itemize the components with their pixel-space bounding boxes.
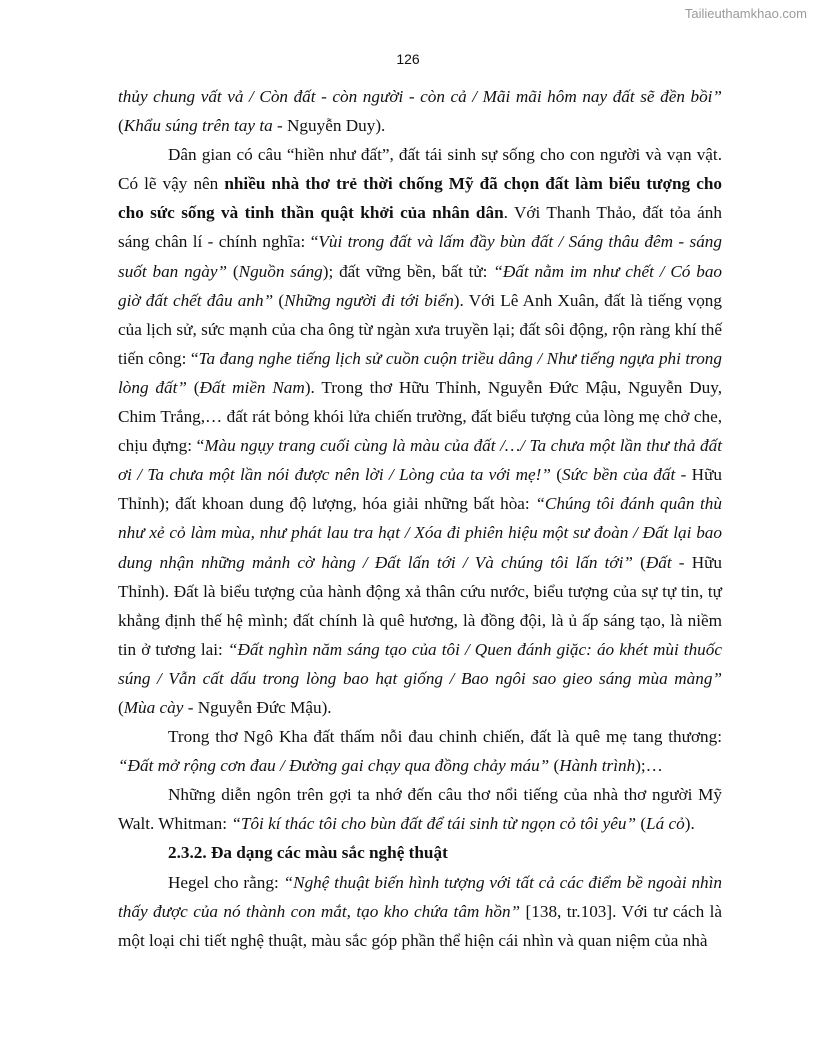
- work-title: Đất: [645, 552, 672, 572]
- poem-quote: “Đất nghìn năm sáng tạo của tôi / Quen đánh giặc: áo khét mùi thuốc súng / Vẫn cất dấu trong lòng bao hạt giống / Bao ngôi sao gieo sáng mùa màng”: [118, 639, 722, 688]
- text-run: (: [118, 697, 124, 717]
- text-run: (: [632, 552, 646, 572]
- text-run: - Hữu Thỉnh); đất khoan dung độ lượng, hóa giải những bất hòa:: [118, 465, 722, 514]
- section-heading: 2.3.2. Đa dạng các màu sắc nghệ thuật: [168, 843, 448, 863]
- text-run: Hegel cho rằng:: [168, 872, 284, 892]
- poem-quote: “Đất mở rộng cơn đau / Đường gai chạy qua đồng chảy máu”: [118, 756, 550, 776]
- text-run: Dân gian có câu “hiền như đất”, đất tái sinh sự sống cho con người và vạn vật. Có lẽ vậy nên: [118, 145, 722, 194]
- work-title: Đất miền Nam: [199, 377, 305, 397]
- quote: “Nghệ thuật biến hình tượng với tất cả các điểm bề ngoài nhìn thấy được của nó thành con mắt, tạo kho chứa tâm hồn”: [118, 872, 722, 921]
- text-run: - Nguyễn Đức Mậu).: [183, 697, 332, 717]
- text-run: (: [549, 756, 560, 776]
- poem-quote: Ta đang nghe tiếng lịch sử cuồn cuộn triều dâng / Như tiếng ngựa phi trong lòng đất”: [118, 348, 722, 397]
- text-run: [138, tr.103]. Với tư cách là một loại chi tiết nghệ thuật, màu sắc góp phần thể hiện cái nhìn và quan niệm của nhà: [118, 901, 723, 950]
- emphasis-bold: nhiều nhà thơ trẻ thời chống Mỹ đã chọn đất làm biểu tượng cho cho sức sống và tinh thần quật khởi của nhân dân: [118, 174, 722, 223]
- poem-quote: Vùi trong đất và lấm đầy bùn đất / Sáng thâu đêm - sáng suốt ban ngày”: [118, 232, 722, 281]
- poem-quote: “Tôi kí thác tôi cho bùn đất để tái sinh từ ngọn cỏ tôi yêu”: [231, 814, 637, 834]
- text-run: Những diễn ngôn trên gợi ta nhớ đến câu thơ nổi tiếng của nhà thơ người Mỹ Walt. Whitman:: [118, 785, 722, 834]
- poem-quote: “Chúng tôi đánh quân thù như xẻ cỏ làm mùa, như phát lau tra hạt / Xóa đi phiên hiệu một sư đoàn / Đất lại bao dung nhận những mảnh cờ hàng / Đất lấn tới / Và chúng tôi lấn tới”: [118, 494, 722, 572]
- poem-quote: “Đất nằm im như chết / Có bao giờ đất chết đâu anh”: [118, 261, 723, 310]
- text-run: );…: [635, 756, 663, 776]
- text-run: . Với Thanh Thảo, đất tỏa ánh sáng chân lí - chính nghĩa: “: [118, 203, 722, 252]
- paragraph-whitman: [118, 780, 722, 838]
- text-run: (: [636, 814, 647, 834]
- text-run: ).: [684, 814, 695, 834]
- work-title: Lá cỏ: [646, 814, 685, 834]
- watermark: Tailieuthamkhao.com: [684, 6, 807, 21]
- poem-quote: Màu ngụy trang cuối cùng là màu của đất /…/ Ta chưa một lần thư thả đất ơi / Ta chưa một lần nói được nên lời / Lòng của ta với mẹ!”: [118, 436, 722, 485]
- work-title: Khẩu súng trên tay ta: [123, 116, 273, 136]
- work-title: Nguồn sáng: [238, 261, 323, 281]
- text-run: ); đất vững bền, bất tử:: [322, 261, 494, 281]
- text-run: - Nguyễn Duy).: [272, 116, 386, 136]
- text-run: (: [273, 290, 285, 310]
- text-run: (: [118, 116, 124, 136]
- paragraph-hegel: [118, 868, 722, 955]
- text-run: (: [550, 465, 562, 485]
- paragraph-continued: [118, 82, 722, 140]
- document-body: [118, 82, 722, 955]
- text-run: (: [227, 261, 239, 281]
- text-run: (: [186, 377, 200, 397]
- paragraph-earth-symbol: [118, 140, 722, 722]
- paragraph-ngo-kha: [118, 722, 722, 780]
- work-title: Sức bền của đất: [562, 465, 676, 485]
- text-run: - Hữu Thỉnh). Đất là biểu tượng của hành động xả thân cứu nước, biểu tượng của sự tự tin, tự khẳng định thế hệ mình; đất chính là quê hương, là đồng đội, là ủ ấp sáng tạo, là niềm tin ở tương lai:: [118, 552, 723, 659]
- text-run: ). Trong thơ Hữu Thỉnh, Nguyễn Đức Mậu, Nguyễn Duy, Chim Trắng,… đất rát bỏng khói lửa chiến trường, đất biểu tượng của lòng mẹ chở che, chịu đựng: “: [118, 377, 722, 456]
- work-title: Mùa cày: [123, 697, 184, 717]
- work-title: Hành trình: [559, 756, 636, 776]
- work-title: Những người đi tới biển: [284, 290, 454, 310]
- page-number: 126: [396, 51, 420, 67]
- poem-quote: thủy chung vất vả / Còn đất - còn người - còn cả / Mãi mãi hôm nay đất sẽ đền bồi”: [118, 87, 722, 106]
- text-run: ). Với Lê Anh Xuân, đất là tiếng vọng của lịch sử, sức mạnh của cha ông từ ngàn xưa truyền lại; đất sôi động, rộn ràng khí thế tiến công: “: [118, 290, 722, 368]
- text-run: Trong thơ Ngô Kha đất thấm nỗi đau chinh chiến, đất là quê mẹ tang thương:: [168, 727, 722, 747]
